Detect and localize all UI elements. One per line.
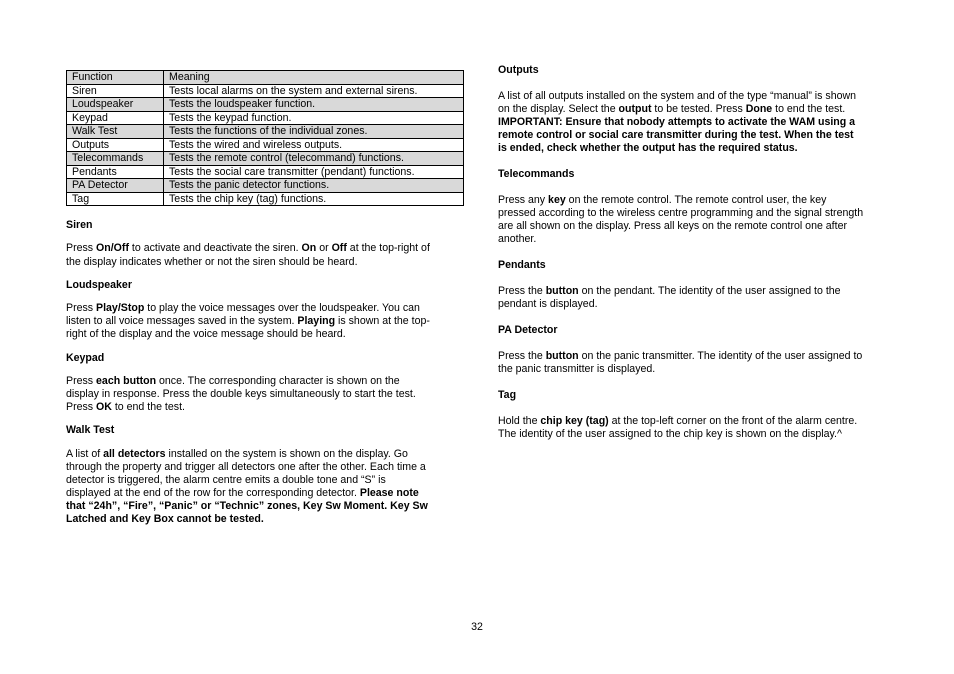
keypad-heading: Keypad — [66, 352, 105, 364]
table-cell: Walk Test — [67, 125, 164, 139]
function-table — [66, 70, 464, 206]
padetector-paragraph: Press the button on the panic transmitter. The identity of the user assigned to the panic transmitter is displayed. — [498, 350, 863, 375]
table-row — [67, 192, 464, 206]
header-meaning: Meaning — [164, 71, 464, 85]
table-cell: PA Detector — [67, 179, 164, 193]
table-cell: Telecommands — [67, 152, 164, 166]
table-cell: Tests the functions of the individual zones. — [164, 125, 464, 139]
table-row — [67, 125, 464, 139]
table-cell: Tests the social care transmitter (pendant) functions. — [164, 165, 464, 179]
walktest-paragraph: A list of all detectors installed on the system is shown on the display. Go through the property and trigger all detectors one after the other. Each time a detector is triggered, the alarm centre emits a double tone and “S” is displayed at the end of the row for the corresponding detector. Please note that “24h”, “Fire”, “Panic” or “Technic” zones, Key Sw Moment. Key Sw Latched and Key Box cannot be tested. — [66, 448, 428, 525]
header-function: Function — [67, 71, 164, 85]
table-row — [67, 152, 464, 166]
table-cell: Tests the chip key (tag) functions. — [164, 192, 464, 206]
table-cell: Tests the remote control (telecommand) functions. — [164, 152, 464, 166]
keypad-paragraph: Press each button once. The corresponding character is shown on the display in response. Press the double keys simultaneously to start the test. Press OK to end the test. — [66, 375, 416, 413]
tag-paragraph: Hold the chip key (tag) at the top-left corner on the front of the alarm centre. The identity of the user assigned to the chip key is shown on the display.^ — [498, 415, 858, 440]
table-row — [67, 98, 464, 112]
table-row — [67, 138, 464, 152]
page-number: 32 — [471, 621, 483, 633]
loudspeaker-paragraph: Press Play/Stop to play the voice messages over the loudspeaker. You can listen to all voice messages saved in the system. Playing is shown at the top- right of the display and the voice message should be heard. — [66, 302, 430, 340]
table-cell: Pendants — [67, 165, 164, 179]
tag-heading: Tag — [498, 389, 517, 401]
table-row — [67, 111, 464, 125]
table-row — [67, 165, 464, 179]
telecommands-paragraph: Press any key on the remote control. The remote control user, the key pressed according to the wireless centre programming and the signal strength are all shown on the display. Press all keys on the remote control one after another. — [498, 194, 864, 245]
table-cell: Tests the panic detector functions. — [164, 179, 464, 193]
table-cell: Tests local alarms on the system and external sirens. — [164, 84, 464, 98]
table-cell: Tag — [67, 192, 164, 206]
siren-paragraph: Press On/Off to activate and deactivate the siren. On or Off at the top-right of the display indicates whether or not the siren should be heard. — [66, 242, 430, 268]
telecommands-heading: Telecommands — [498, 168, 575, 180]
table-cell: Tests the wired and wireless outputs. — [164, 138, 464, 152]
siren-heading: Siren — [66, 219, 93, 231]
table-cell: Keypad — [67, 111, 164, 125]
loudspeaker-heading: Loudspeaker — [66, 279, 132, 291]
walktest-heading: Walk Test — [66, 424, 115, 436]
table-header-row — [67, 71, 464, 85]
padetector-heading: PA Detector — [498, 324, 558, 336]
outputs-heading: Outputs — [498, 64, 539, 76]
table-row — [67, 179, 464, 193]
table-cell: Tests the loudspeaker function. — [164, 98, 464, 112]
table-cell: Loudspeaker — [67, 98, 164, 112]
table-cell: Outputs — [67, 138, 164, 152]
table-cell: Siren — [67, 84, 164, 98]
table-cell: Tests the keypad function. — [164, 111, 464, 125]
table-row — [67, 84, 464, 98]
outputs-paragraph: A list of all outputs installed on the system and of the type “manual” is shown on the display. Select the output to be tested. Press Done to end the test. IMPORTANT: Ensure that nobody attempts to activate the WAM using a remote control or social care transmitter during the test. When the test is ended, check whether the output has the required status. — [498, 90, 857, 154]
pendants-heading: Pendants — [498, 259, 546, 271]
pendants-paragraph: Press the button on the pendant. The identity of the user assigned to the pendant is displayed. — [498, 285, 841, 310]
